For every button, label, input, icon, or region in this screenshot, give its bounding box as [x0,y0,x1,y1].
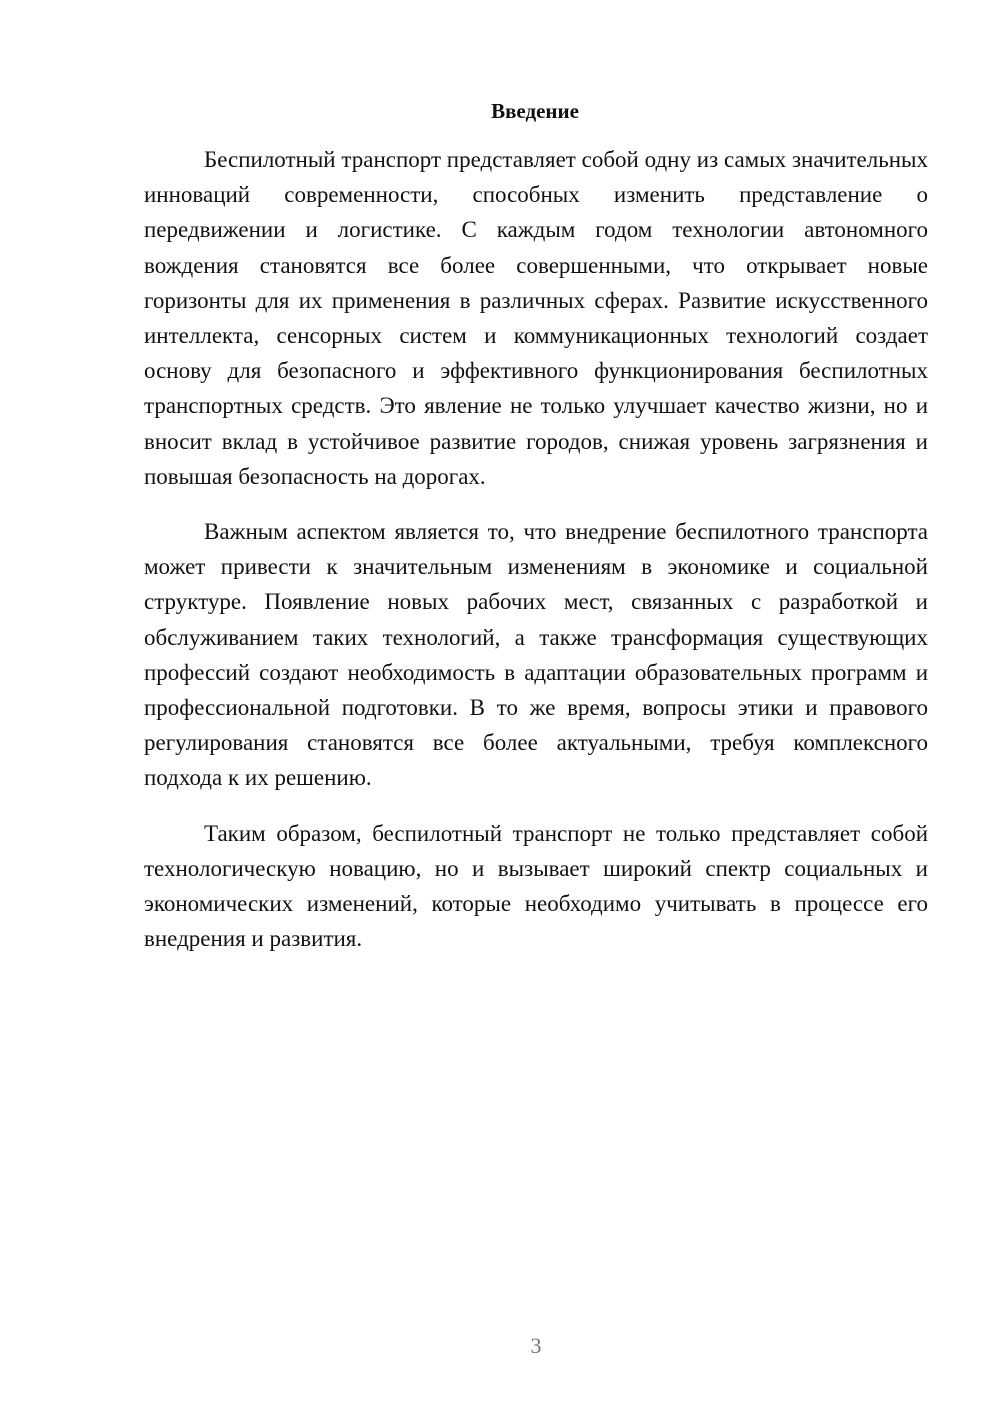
document-body [144,142,928,976]
page-number: 3 [530,1333,542,1358]
paragraph-3: Таким образом, беспилотный транспорт не только представляет собой технологическую новацию, но и вызывает широкий спектр социальных и экономических изменений, которые необходимо учитывать в процессе его внедрения и развития. [144,820,928,952]
paragraph-1: Беспилотный транспорт представляет собой одну из самых значительных инноваций современности, способных изменить представление о передвижении и логистике. С каждым годом технологии автономного вождения становятся все более совершенными, что открывает новые горизонты для их применения в различных сферах. Развитие искусственного интеллекта, сенсорных систем и коммуникационных технологий создает основу для безопасного и эффективного функционирования беспилотных транспортных средств. Это явление не только улучшает качество жизни, но и вносит вклад в устойчивое развитие городов, снижая уровень загрязнения и повышая безопасность на дорогах. [144,147,928,489]
section-title: Введение [491,99,579,123]
paragraph-2: Важным аспектом является то, что внедрение беспилотного транспорта может привести к значительным изменениям в экономике и социальной структуре. Появление новых рабочих мест, связанных с разработкой и обслуживанием таких технологий, а также трансформация существующих профессий создают необходимость в адаптации образовательных программ и профессиональной подготовки. В то же время, вопросы этики и правового регулирования становятся все более актуальными, требуя комплексного подхода к их решению. [144,519,928,791]
